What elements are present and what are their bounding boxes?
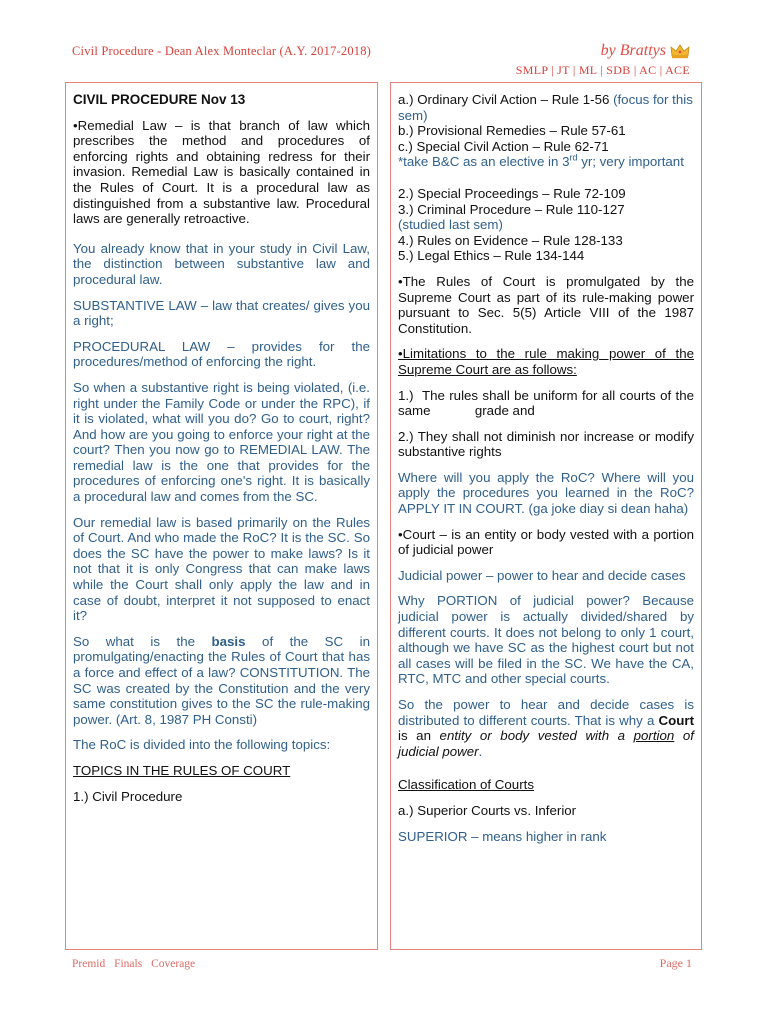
paragraph-distribution: So the power to hear and decide cases is distributed to different courts. That is why a Court is an entity or body vested with a portion of judicial power. (398, 697, 694, 759)
paragraph-apply-roc: Where will you apply the RoC? Where will you apply the procedures you learned in the RoC? APPLY IT IN COURT. (ga joke diay si dean haha) (398, 469, 694, 517)
header-right (516, 42, 690, 78)
section-title: CIVIL PROCEDURE Nov 13 (73, 92, 246, 107)
topic-civil-procedure: 1.) Civil Procedure (73, 788, 183, 804)
paragraph-remedial-law: •Remedial Law – is that branch of law which prescribes the method and procedures of enforcing rights and obtaining redress for their invasion. Remedial Law is basically contained in the Rules of Court. It is a procedural law as distinguished from a substantive law. Procedural laws are generally retroactive. (73, 117, 370, 227)
paragraph-basis: So what is the basis of the SC in promulgating/enacting the Rules of Court that has a force and effect of a law? CONSTITUTION. The SC was created by the Constitution and the very same constitution gives to the SC the rule-making power. (Art. 8, 1987 PH Consti) (73, 633, 370, 727)
paragraph-procedural: PROCEDURAL LAW – provides for the procedures/method of enforcing the right. (73, 338, 370, 370)
item-legal-ethics: 5.) Legal Ethics – Rule 134-144 (398, 248, 585, 264)
header-course-title: Civil Procedure - Dean Alex Monteclar (A.Y. 2017-2018) (72, 44, 372, 58)
paragraph-substantive: SUBSTANTIVE LAW – law that creates/ gives you a right; (73, 297, 370, 329)
paragraph-roc-promulgation: •The Rules of Court is promulgated by the Supreme Court as part of its rule-making power pursuant to Sec. 5(5) Article VIII of the 1987 Constitution. (398, 273, 694, 336)
item-special-civil-action: c.) Special Civil Action – Rule 62-71 (398, 138, 609, 154)
limitation-uniform: 1.) The rules shall be uniform for all courts of the same grade and (398, 387, 698, 419)
paragraph-why-portion: Why PORTION of judicial power? Because judicial power is actually divided/shared by different courts. It does not belong to only 1 court, although we have SC as the highest court but not all cases will be filed in the SC. We have the CA, RTC, MTC and other special courts. (398, 593, 694, 687)
byline (516, 42, 690, 60)
item-special-proceedings: 2.) Special Proceedings – Rule 72-109 (398, 185, 626, 201)
item-ordinary-civil-action: a.) Ordinary Civil Action – Rule 1-56 (focus for this sem) (398, 92, 693, 123)
crown-icon (670, 43, 690, 59)
paragraph-roc-origin: Our remedial law is based primarily on the Rules of Court. And who made the RoC? It is the SC. So does the SC have the power to make laws? Is it not that it is only Congress that can make laws while the Court shall only apply the law and in case of doubt, interpret it not supposed to enact it? (73, 514, 370, 624)
footer-coverage: Premid Finals Coverage (72, 958, 196, 970)
note-studied-last-sem: (studied last sem) (398, 217, 503, 233)
footer-page-number: Page 1 (659, 956, 692, 970)
topics-heading: TOPICS IN THE RULES OF COURT (73, 762, 291, 778)
paragraph-topics-intro: The RoC is divided into the following topics: (73, 737, 331, 753)
author-tags: SMLP | JT | ML | SDB | AC | ACE (515, 63, 690, 77)
paragraph-distinction: You already know that in your study in Civil Law, the distinction between substantive law and procedural law. (73, 240, 370, 287)
paragraph-limitations: •Limitations to the rule making power of the Supreme Court are as follows: (398, 346, 694, 377)
classification-heading: Classification of Courts (398, 777, 534, 793)
item-rules-on-evidence: 4.) Rules on Evidence – Rule 128-133 (398, 232, 623, 248)
left-column (65, 82, 378, 950)
paragraph-violation: So when a substantive right is being violated, (i.e. right under the Family Code or under the RPC), if it is violated, what will you do? Go to court, right? And how are you going to enforce your right at the court? Then you now go to REMEDIAL LAW. The remedial law is the one that provides for the procedures of enforcing one's right. It is basically a procedural law and comes from the SC. (73, 379, 370, 505)
item-superior-definition: SUPERIOR – means higher in rank (398, 828, 607, 844)
paragraph-judicial-power: Judicial power – power to hear and decide cases (398, 567, 686, 583)
note-bc-elective: *take B&C as an elective in 3rd yr; very important (398, 152, 684, 170)
limitation-substantive-rights: 2.) They shall not diminish nor increase or modify substantive rights (398, 428, 694, 460)
item-provisional-remedies: b.) Provisional Remedies – Rule 57-61 (398, 123, 626, 139)
item-criminal-procedure: 3.) Criminal Procedure – Rule 110-127 (398, 201, 625, 217)
paragraph-court-definition: •Court – is an entity or body vested with a portion of judicial power (398, 526, 694, 558)
byline-text: by Brattys (600, 42, 666, 59)
right-column (390, 82, 702, 950)
item-superior-vs-inferior: a.) Superior Courts vs. Inferior (398, 802, 577, 818)
